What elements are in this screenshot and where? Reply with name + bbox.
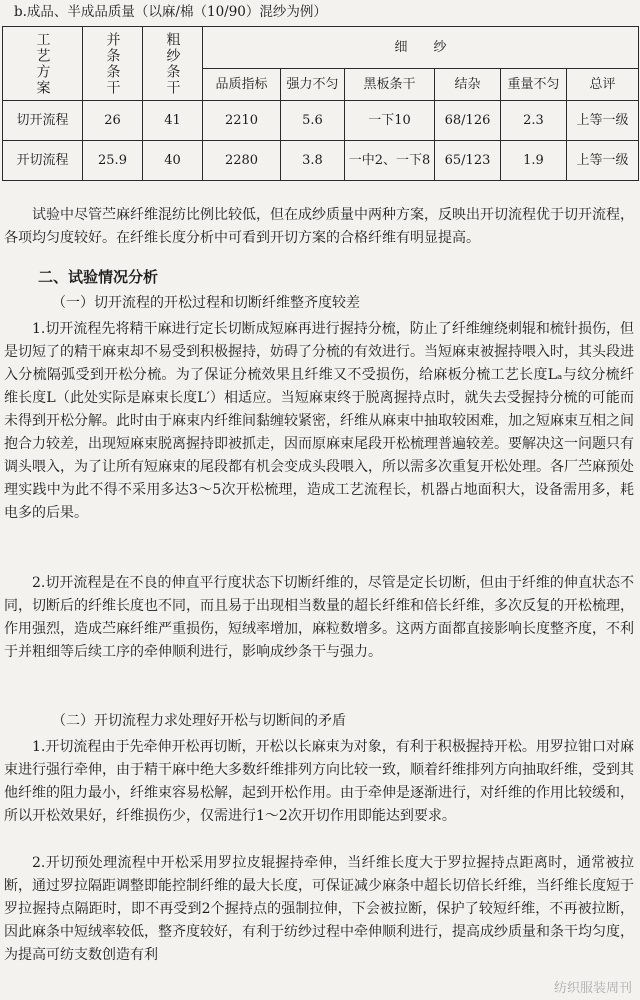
subsection-heading-2: （二）开切流程力求处理好开松与切断间的矛盾 (52, 713, 346, 729)
cell-sliver: 25.9 (83, 141, 143, 181)
paragraph-summary: 试验中尽管苎麻纤维混纺比例比较低，但在成纱质量中两种方案，反映出开切流程优于切开流程，各项均匀度较好。在纤维长度分析中可看到开切方案的合格纤维有明显提高。 (4, 207, 634, 246)
header-strength-cv: 强力不匀 (281, 69, 345, 101)
header-quality-index: 品质指标 (203, 69, 281, 101)
cell-neps: 65/123 (435, 141, 501, 181)
cell-weight-cv: 1.9 (501, 141, 567, 181)
section-heading: 二、试验情况分析 (38, 268, 159, 286)
cell-overall: 上等一级 (567, 141, 639, 181)
cell-quality: 2210 (203, 101, 281, 141)
header-sliver: 并条条干 (83, 27, 143, 101)
paragraph-open-cut-2: 2.开切预处理流程中开松采用罗拉皮辊握持牵伸，当纤维长度大于罗拉握持点距离时，通常被拉断，通过罗拉隔距调整即能控制纤维的最大长度，可保证减少麻条中超长切倍长纤维，当纤维长度短于罗拉握持点隔距时，即不再受到2个握持点的强制拉伸，下会被拉断，保护了较短纤维，不再被拉断，因此麻条中短绒率较低，整齐度较好，有利于纺纱过程中牵伸顺利进行，提高成纱质量和条干均匀度，为提高可纺支数创造有利 (4, 855, 634, 963)
cell-roving: 40 (143, 141, 203, 181)
watermark-logo: 纺织服装周刊 (553, 981, 632, 996)
subsection-heading-1: （一）切开流程的开松过程和切断纤维整齐度较差 (52, 295, 360, 311)
cell-sliver: 26 (83, 101, 143, 141)
paragraph-open-cut-1: 1.开切流程由于先牵伸开松再切断，开松以长麻束为对象，有利于积极握持开松。用罗拉钳口对麻束进行强行牵伸，由于精干麻中绝大多数纤维排列方向比较一致，顺着纤维排列方向抽取纤维，受到其他纤维的阻力最小，纤维束容易松解，起到开松作用。由于牵伸是逐渐进行，对纤维的作用比较缓和，所以开松效果好，纤维损伤少，仅需进行1～2次开切作用即能达到要求。 (4, 739, 634, 824)
cell-strength-cv: 3.8 (281, 141, 345, 181)
header-process: 工艺方案 (3, 27, 83, 101)
header-weight-cv: 重量不匀 (501, 69, 567, 101)
cell-process: 切开流程 (3, 101, 83, 141)
cell-neps: 68/126 (435, 101, 501, 141)
table-row (3, 141, 639, 181)
header-overall: 总评 (567, 69, 639, 101)
quality-table (2, 26, 639, 181)
paragraph-cut-process-2: 2.切开流程是在不良的伸直平行度状态下切断纤维的，尽管是定长切断，但由于纤维的伸直状态不同，切断后的纤维长度也不同，而且易于出现相当数量的超长纤维和倍长纤维，多次反复的开松梳理，作用强烈，造成苎麻纤维严重损伤，短绒率增加，麻粒数增多。这两方面都直接影响长度整齐度，不利于并粗细等后续工序的牵伸顺利进行，影响成纱条干与强力。 (4, 575, 634, 660)
cell-blackboard: 一下10 (345, 101, 435, 141)
table-row (3, 101, 639, 141)
header-neps: 结杂 (435, 69, 501, 101)
cell-blackboard: 一中2、一下8 (345, 141, 435, 181)
paragraph-cut-process-1: 1.切开流程先将精干麻进行定长切断成短麻再进行握持分梳，防止了纤维缠绕刺辊和梳针损伤，但是切短了的精干麻束却不易受到积极握持，妨碍了分梳的有效进行。当短麻束被握持喂入时，其头段进入分梳隔弧受到开松分梳。为了保证分梳效果且纤维又不受损伤，给麻板分梳工艺长度Lₐ与纹分梳纤维长度L（此处实际是麻束长度L′）相适应。当短麻束终于脱离握持点时，就失去受握持分梳的可能而未得到开松分解。此时由于麻束内纤维间黏缠较紧密，纤维从麻束中抽取较困难，加之短麻束互相之间抱合力较差，出现短麻束脱离握持即被抓走，因而原麻束尾段开松梳理普遍较差。要解决这一问题只有调头喂入，为了让所有短麻束的尾段都有机会变成头段喂入，所以需多次重复开松处理。各厂苎麻预处理实践中为此不得不采用多达3～5次开松梳理，造成工艺流程长，机器占地面积大，设备需用多，耗电多的后果。 (4, 321, 634, 521)
cell-strength-cv: 5.6 (281, 101, 345, 141)
cell-overall: 上等一级 (567, 101, 639, 141)
header-roving: 粗纱条干 (143, 27, 203, 101)
cell-quality: 2280 (203, 141, 281, 181)
header-yarn-group: 细 纱 (203, 27, 639, 69)
table-caption: b.成品、半成品质量（以麻/棉（10/90）混纱为例） (14, 4, 327, 20)
cell-weight-cv: 2.3 (501, 101, 567, 141)
header-blackboard: 黑板条干 (345, 69, 435, 101)
cell-roving: 41 (143, 101, 203, 141)
cell-process: 开切流程 (3, 141, 83, 181)
